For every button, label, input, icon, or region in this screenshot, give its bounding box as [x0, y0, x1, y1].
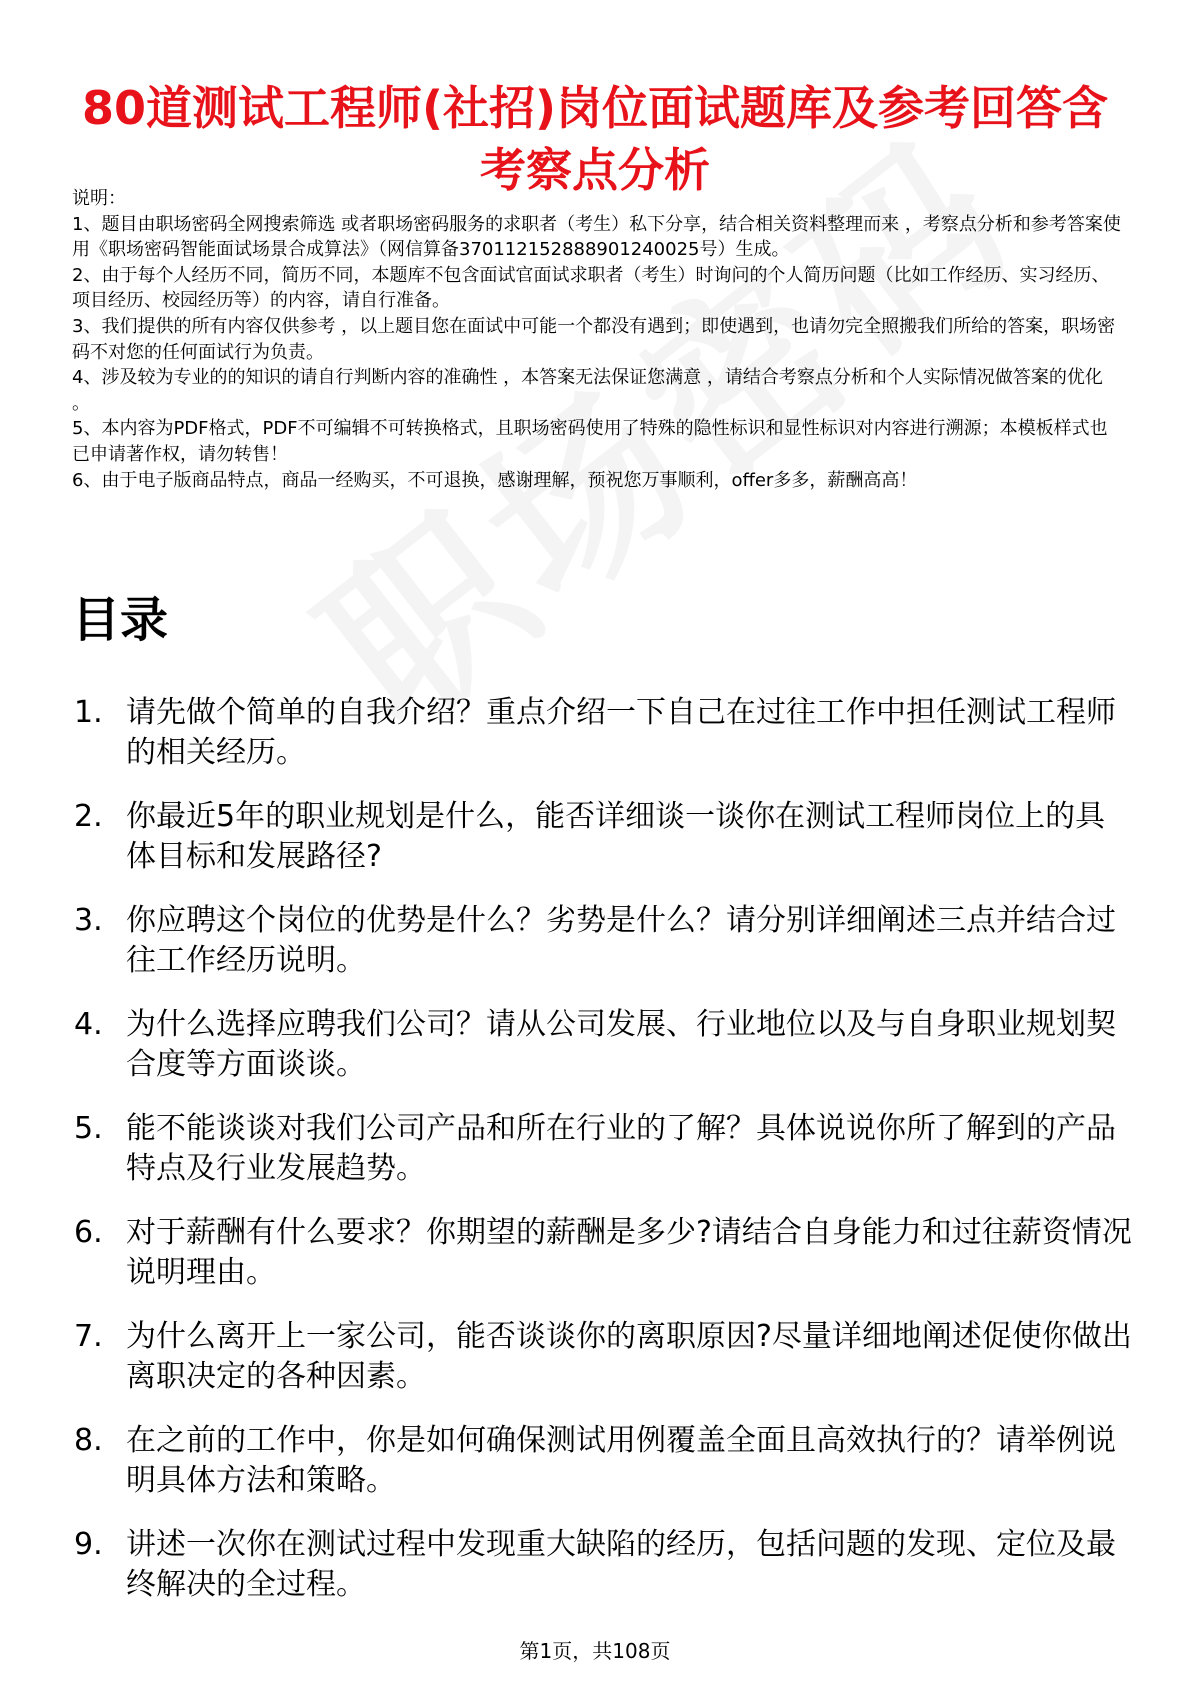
- toc-item[interactable]: [74, 797, 1134, 877]
- toc-item[interactable]: [74, 1421, 1134, 1501]
- toc-item-text: 为什么选择应聘我们公司？请从公司发展、行业地位以及与自身职业规划契合度等方面谈谈。: [126, 1007, 1116, 1082]
- toc-item-number: 4.: [74, 1007, 103, 1042]
- toc-item-text: 你最近5年的职业规划是什么，能否详细谈一谈你在测试工程师岗位上的具体目标和发展路径?: [126, 799, 1106, 874]
- toc-item-text: 能不能谈谈对我们公司产品和所在行业的了解？具体说说你所了解到的产品特点及行业发展趋势。: [126, 1111, 1116, 1186]
- toc-item-text: 请先做个简单的自我介绍？重点介绍一下自己在过往工作中担任测试工程师的相关经历。: [126, 695, 1116, 770]
- toc-item-number: 3.: [74, 903, 103, 938]
- toc-item[interactable]: [74, 1525, 1134, 1605]
- toc-item-number: 2.: [74, 799, 103, 834]
- note-item: 1、题目由职场密码全网搜索筛选 或者职场密码服务的求职者（考生）私下分享，结合相关资料整理而来 ，考察点分析和参考答案使用《职场密码智能面试场景合成算法》（网信算备370112152888901240025号）生成。: [72, 213, 1121, 261]
- note-item: 6、由于电子版商品特点，商品一经购买，不可退换，感谢理解，预祝您万事顺利，offer多多，薪酬高高！: [72, 469, 918, 491]
- note-item: 5、本内容为PDF格式，PDF不可编辑不可转换格式，且职场密码使用了特殊的隐性标识和显性标识对内容进行溯源；本模板样式也已申请著作权，请勿转售！: [72, 418, 1108, 465]
- toc-item-text: 在之前的工作中，你是如何确保测试用例覆盖全面且高效执行的？请举例说明具体方法和策略。: [126, 1423, 1116, 1498]
- toc-item-number: 1.: [74, 695, 103, 730]
- toc-item[interactable]: [74, 693, 1134, 773]
- toc-item-number: 8.: [74, 1423, 103, 1458]
- toc-item-text: 为什么离开上一家公司，能否谈谈你的离职原因?尽量详细地阐述促使你做出离职决定的各种因素。: [126, 1319, 1132, 1394]
- toc-item[interactable]: [74, 1109, 1134, 1189]
- toc-item-text: 讲述一次你在测试过程中发现重大缺陷的经历，包括问题的发现、定位及最终解决的全过程。: [126, 1527, 1116, 1602]
- toc-item-text: 对于薪酬有什么要求？你期望的薪酬是多少?请结合自身能力和过往薪资情况说明理由。: [126, 1215, 1132, 1290]
- toc-item-number: 7.: [74, 1319, 103, 1354]
- toc-item-number: 5.: [74, 1111, 103, 1146]
- toc-item-text: 你应聘这个岗位的优势是什么？劣势是什么？请分别详细阐述三点并结合过往工作经历说明。: [126, 903, 1116, 978]
- toc-item[interactable]: [74, 1317, 1134, 1397]
- note-item: 2、由于每个人经历不同，简历不同，本题库不包含面试官面试求职者（考生）时询问的个人简历问题（比如工作经历、实习经历、项目经历、校园经历等）的内容，请自行准备。: [72, 264, 1110, 312]
- note-item: 4、涉及较为专业的的知识的请自行判断内容的准确性 ，本答案无法保证您满意 ，请结合考察点分析和个人实际情况做答案的优化 。: [72, 367, 1103, 414]
- document-title: 80道测试工程师(社招)岗位面试题库及参考回答含考察点分析: [81, 80, 1109, 197]
- toc-item[interactable]: [74, 1005, 1134, 1085]
- notes-heading: 说明：: [72, 188, 126, 209]
- toc-heading: 目录: [72, 592, 169, 648]
- toc-list: [74, 693, 1134, 1629]
- notes-section: [72, 186, 1122, 493]
- page-footer: 第1页，共108页: [519, 1639, 671, 1663]
- toc-item[interactable]: [74, 1213, 1134, 1293]
- toc-item-number: 9.: [74, 1527, 103, 1562]
- toc-item[interactable]: [74, 901, 1134, 981]
- toc-item-number: 6.: [74, 1215, 103, 1250]
- note-item: 3、我们提供的所有内容仅供参考 ，以上题目您在面试中可能一个都没有遇到；即使遇到，也请勿完全照搬我们所给的答案，职场密码不对您的任何面试行为负责。: [72, 315, 1116, 363]
